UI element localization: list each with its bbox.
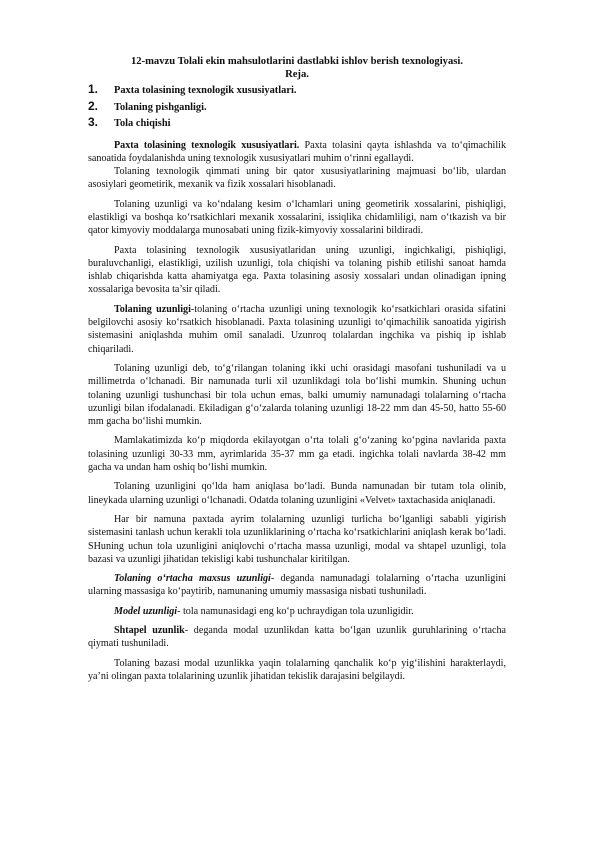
paragraph-lead: Model uzunligi (114, 605, 178, 617)
paragraph (88, 198, 506, 238)
paragraph (88, 513, 506, 566)
paragraph (88, 165, 506, 192)
plan-list (88, 82, 506, 132)
plan-item-number: 3. (88, 115, 99, 129)
plan-item-text: Tolaning pishganligi. (114, 101, 207, 113)
paragraph-text: Tolaning bazasi modal uzunlikka yaqin tolalarning qanchalik ko‘p yig‘ilishini harakterlaydi, ya’ni olingan paxta tolalarining uzunlik jihatidan tekislik darajasini belgilaydi. (88, 657, 506, 682)
plan-item-text: Tola chiqishi (114, 118, 171, 129)
plan-item (88, 99, 506, 116)
paragraph (88, 139, 506, 166)
paragraph-lead: Tolaning uzunligi (114, 303, 191, 315)
paragraph-lead: Paxta tolasining texnologik xususiyatlari. (114, 139, 300, 151)
paragraph-text: Paxta tolasining texnologik xususiyatlaridan uning uzunligi, ingichkaligi, pishiqligi, buraluvchanligi, elastikligi, uzilish uzunligi, tola chiqishi va tolaning pishib etilishi sanoat hamda ishlab chiqarishda katta ahamiyatga ega. Paxta tolasining asosiy xossalari undan olinadigan ipning xossalariga bevosita ta’sir qiladi. (88, 244, 506, 296)
paragraph-text: Tolaning uzunligi deb, to‘g‘rilangan tolaning ikki uchi orasidagi masofani tushuniladi va u millimetrda o‘lchanadi. Bir namunada turli xil uzunlikdagi tola bo‘lishi mumkin. Shuning uchun tolaning uzunligi tushunchasi bir tola uchun emas, balki umumiy namunadagi tolalarning o‘rtacha uzunligi bilan ifodalanadi. Ekiladigan g‘o‘zalarda tolaning uzunligi 18-22 mm dan 45-50, hatto 55-60 mm gacha bo‘lishi mumkin. (88, 362, 506, 428)
paragraph (88, 362, 506, 428)
document-title: 12-mavzu Tolali ekin mahsulotlarini dastlabki ishlov berish texnologiyasi. (130, 56, 463, 67)
paragraph-text: Tolaning uzunligi va ko‘ndalang kesim o‘lchamlari uning geometirik xossalarini, pishiqligi, elastikligi va boshqa ko‘rsatkichlari mexanik xossalarini, issiqlika chidamliligi, nam o‘tkazish va bir qator kimyoviy moddalarga munosabati uning fizik-kimyoviy xossalarini bildiradi. (88, 198, 506, 237)
plan-heading: Reja. (285, 69, 309, 80)
paragraph-text: - tola namunasidagi eng ko‘p uchraydigan tola uzunligidir. (177, 605, 414, 617)
plan-item-text: Paxta tolasining texnologik xususiyatlari. (114, 85, 297, 96)
paragraph-lead: Shtapel uzunlik (114, 625, 185, 636)
paragraph-text: Tolaning texnologik qimmati uning bir qator xususiyatlarining majmuasi bo‘lib, ulardan asosiylari geometirik, mexanik va fizik xossalari hisoblanadi. (88, 166, 506, 191)
plan-item (88, 82, 506, 99)
plan-item (88, 115, 506, 132)
plan-item-number: 1. (88, 82, 99, 96)
paragraph-text: Har bir namuna paxtada ayrim tolalarning uzunligi turlicha bo‘lganligi sababli yigirish sistemasini tanlash uchun kerakli tola uzunliklarining o‘rtacha ko‘rsatkichlarini aniqlash kerak bo‘ladi. SHuning uchun tola uzunligini aniqlovchi o‘rtacha massa uzunligi, modal va shtapel uzunligi, tola bazasi va uzunligi jihatidan tekisligi kabi tushunchalar kiritilgan. (88, 513, 506, 565)
paragraph (88, 605, 506, 618)
paragraph (88, 657, 506, 684)
paragraph-text: Tolaning uzunligini qo‘lda ham aniqlasa bo‘ladi. Bunda namunadan bir tutam tola olinib, lineykada ularning uzunligi o‘lchanadi. Odatda tolaning uzunligini «Velvet» taxtachasida aniqlanadi. (88, 481, 506, 506)
paragraph-text: Paxta tolasini qayta ishlashda va to‘qimachilik sanoatida foydalanishda uning texnologik xususiyatlari muhim o‘rinni egallaydi. (88, 139, 506, 164)
paragraph (88, 624, 506, 651)
paragraph-lead: Tolaning o‘rtacha maxsus uzunligi (114, 573, 271, 585)
paragraph-text: - deganda namunadagi tolalarning o‘rtacha uzunligini ularning massasiga ko‘paytirib, namunaning umumiy massasiga nisbati tushuniladi. (88, 573, 507, 598)
paragraph (88, 244, 506, 297)
document-page (88, 55, 506, 689)
paragraph-text: -tolaning o‘rtacha uzunligi uning texnologik ko‘rsatkichlari orasida sifatini belgilovchi asosiy ko‘rsatkich hisoblanadi. Paxta tolasining uzunligi to‘qimachilik sanoatida yigirish sistemasini aniqlashda muhim omil sanaladi. Uzunroq tolalardan ingchika va pishiq ip ishlab chiqariladi. (88, 303, 507, 355)
paragraph (88, 303, 506, 356)
plan-item-number: 2. (88, 98, 99, 113)
paragraph-text: Mamlakatimizda ko‘p miqdorda ekilayotgan o‘rta tolali g‘o‘zaning ko‘pgina navlarida paxta tolasining uzunligi 30-33 mm, ayrimlarida 35-37 mm ga etadi. ingichka tolali navlarda 38-42 mm gacha va undan ham oshiq bo‘lishi mumkin. (88, 435, 506, 474)
paragraph (88, 434, 506, 474)
paragraph (88, 572, 506, 599)
paragraph-text: - deganda modal uzunlikdan katta bo‘lgan uzunlik guruhlarining o‘rtacha qiymati tushuniladi. (88, 625, 506, 650)
paragraph (88, 480, 506, 507)
